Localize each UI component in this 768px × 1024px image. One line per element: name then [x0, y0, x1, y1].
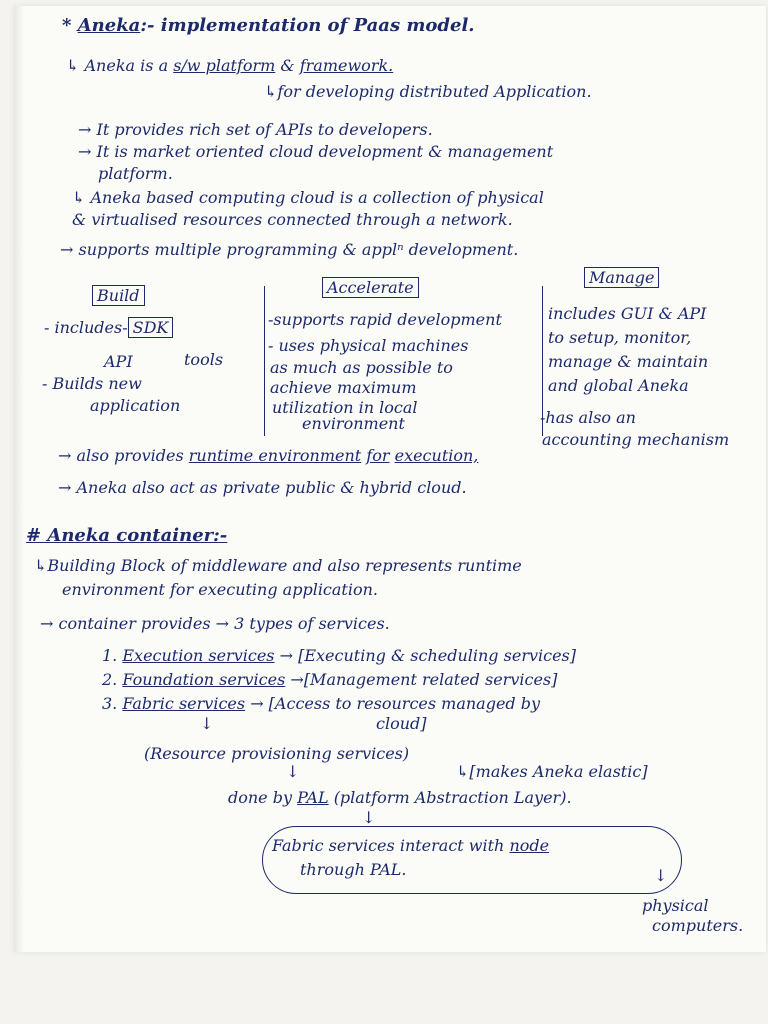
title-aneka: Aneka [77, 15, 141, 36]
manage-line-2: to setup, monitor, [548, 328, 692, 347]
manage-heading: Manage [584, 268, 659, 288]
accelerate-line-3: as much as possible to [270, 358, 453, 377]
arrow-down-2: ↓ [286, 762, 300, 781]
intro-line-1: ↳ Aneka is a s/w platform & framework. [66, 56, 394, 75]
title-star: * [62, 15, 72, 36]
accelerate-line-1: -supports rapid development [268, 310, 502, 329]
build-line-1: - Builds new [42, 374, 142, 393]
hybrid-line: → Aneka also act as private public & hybrid cloud. [58, 478, 467, 497]
container-line-2: environment for executing application. [62, 580, 378, 599]
point-apis: → It provides rich set of APIs to developers. [78, 120, 433, 139]
service-fabric: 3. Fabric services → [Access to resources managed by [102, 694, 541, 713]
accelerate-heading: Accelerate [322, 278, 419, 298]
manage-line-5: -has also an [540, 408, 636, 427]
cloud-line-2: through PAL. [300, 860, 407, 879]
manage-line-3: manage & maintain [548, 352, 709, 371]
cloud-line-1: Fabric services interact with node [272, 836, 550, 855]
container-line-3: → container provides → 3 types of services. [40, 614, 390, 633]
arrow-down-4: ↓ [654, 866, 668, 885]
manage-line-4: and global Aneka [548, 376, 689, 395]
title-rest: :- implementation of Paas model. [140, 15, 475, 36]
point-collection: ↳ Aneka based computing cloud is a collection of physical [72, 188, 544, 207]
service-execution: 1. Execution services → [Executing & scheduling services] [102, 646, 576, 665]
build-api: API [104, 352, 133, 371]
point-supports: → supports multiple programming & applⁿ development. [60, 240, 519, 259]
container-line-1: ↳Building Block of middleware and also represents runtime [34, 556, 522, 575]
runtime-line: → also provides runtime environment for execution, [58, 446, 479, 465]
sdk-box: SDK [128, 317, 174, 338]
accelerate-line-4: achieve maximum [270, 378, 417, 397]
point-virtualised: & virtualised resources connected through a network. [72, 210, 513, 229]
point-platform: platform. [98, 164, 173, 183]
makes-elastic: ↳[makes Aneka elastic] [456, 762, 648, 781]
build-tools: tools [184, 350, 224, 369]
arrow-down-1: ↓ [200, 714, 214, 733]
build-includes: - includes- SDK [44, 318, 173, 338]
title-line [62, 16, 475, 36]
arrow-down-3: ↓ [362, 808, 376, 827]
build-heading: Build [92, 286, 145, 306]
build-line-2: application [90, 396, 181, 415]
accelerate-line-6: environment [302, 414, 405, 433]
resource-provisioning: (Resource provisioning services) [144, 744, 410, 763]
point-market-oriented: → It is market oriented cloud development & management [78, 142, 554, 161]
intro-line-2: ↳for developing distributed Application. [264, 82, 592, 101]
column-divider-1 [264, 286, 265, 436]
container-heading: # Aneka container:- [26, 525, 228, 546]
accelerate-line-5: utilization in local [272, 398, 418, 417]
computers-label: computers. [652, 916, 744, 935]
done-by-pal: done by PAL (platform Abstraction Layer). [228, 788, 572, 807]
manage-line-1: includes GUI & API [548, 304, 707, 323]
service-fabric-cont: cloud] [376, 714, 427, 733]
manage-line-6: accounting mechanism [542, 430, 730, 449]
accelerate-line-2: - uses physical machines [268, 336, 469, 355]
physical-label: physical [642, 896, 709, 915]
service-foundation: 2. Foundation services →[Management related services] [102, 670, 558, 689]
